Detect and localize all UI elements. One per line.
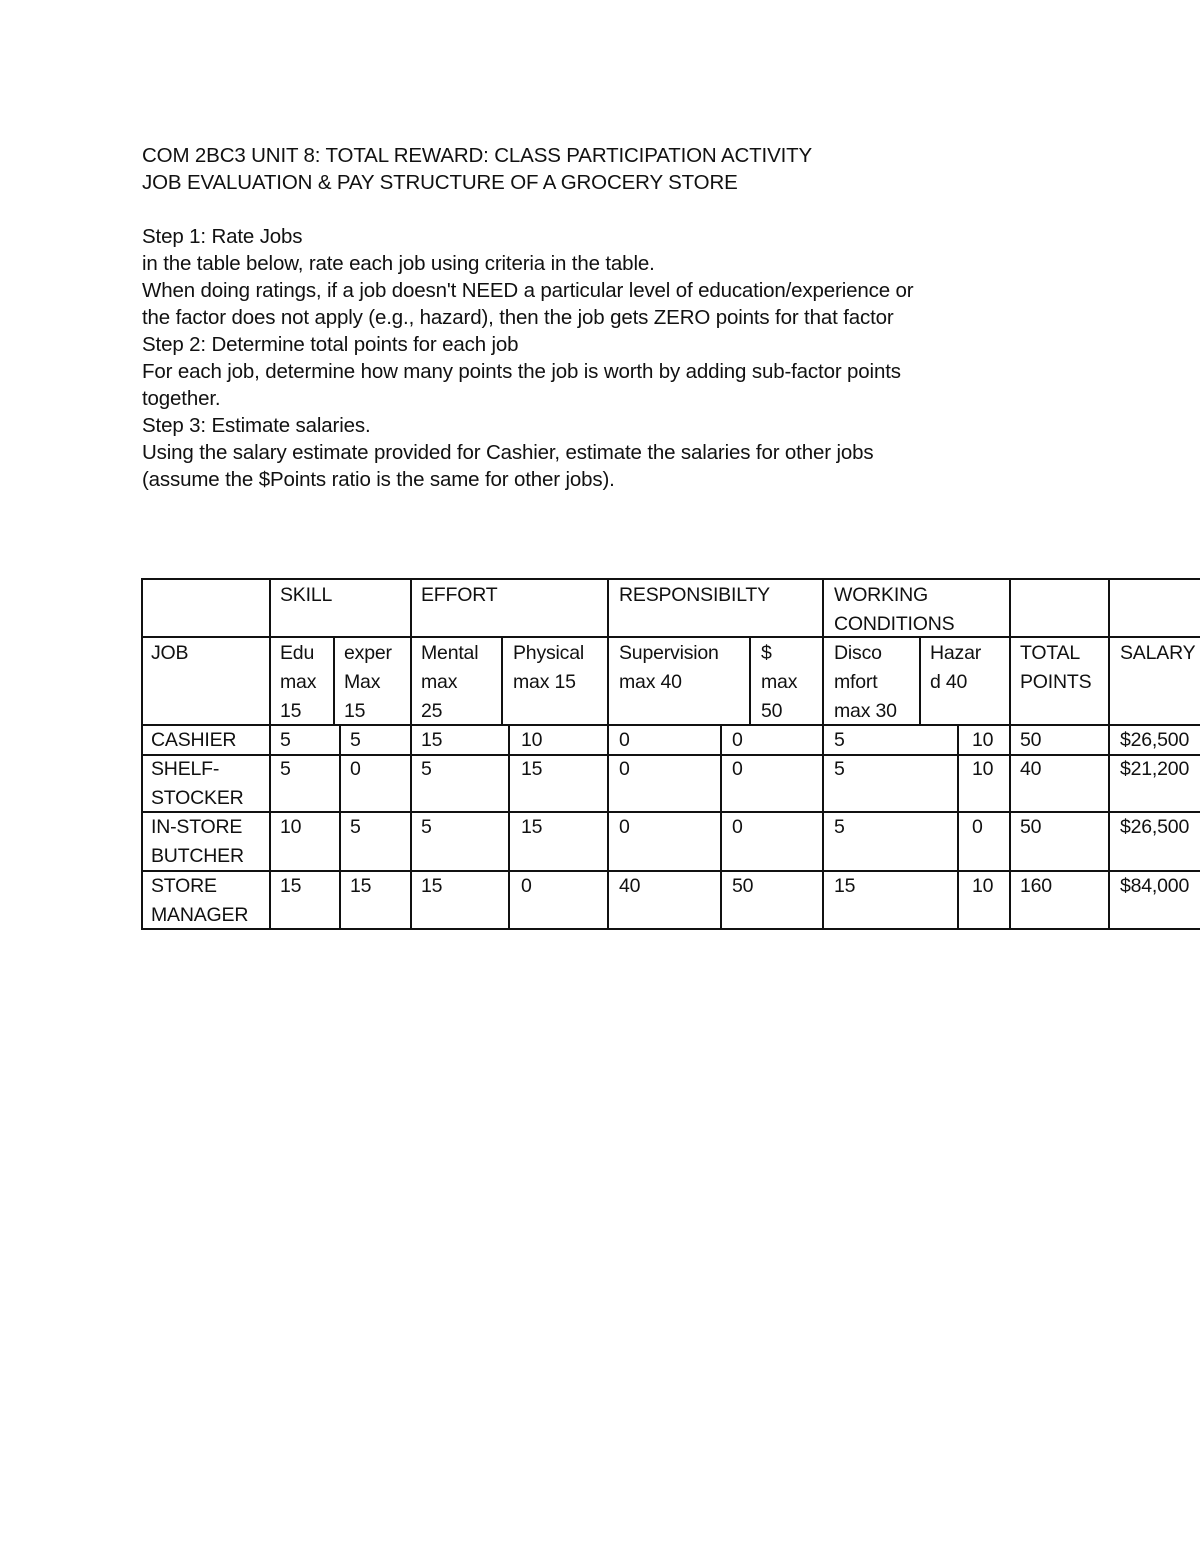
table-cell-supervision: 0 [619, 729, 630, 751]
header-working-conditions: WORKING CONDITIONS [834, 584, 955, 635]
header-total-points: TOTAL POINTS [1020, 642, 1092, 693]
table-cell-hazard: 0 [972, 816, 983, 838]
job-evaluation-table [141, 578, 1200, 938]
table-cell-hazard: 10 [972, 875, 994, 897]
table-cell-supervision: 40 [619, 875, 641, 897]
header-job: JOB [151, 642, 189, 664]
table-cell-hazard: 10 [972, 758, 994, 780]
table-cell-salary: $26,500 [1120, 816, 1190, 838]
table-cell-money: 0 [732, 816, 743, 838]
table-cell-salary: $84,000 [1120, 875, 1190, 897]
table-cell-discomfort: 15 [834, 875, 856, 897]
table-cell-money: 0 [732, 729, 743, 751]
header-edu: Edu max 15 [280, 642, 317, 722]
table-cell-edu: 5 [280, 729, 291, 751]
table-cell-hazard: 10 [972, 729, 994, 751]
step-2-heading: Step 2: Determine total points for each job [142, 333, 519, 356]
header-exper: exper Max 15 [344, 642, 392, 722]
step-3-heading: Step 3: Estimate salaries. [142, 414, 371, 437]
table-cell-mental: 5 [421, 758, 432, 780]
table-cell-salary: $26,500 [1120, 729, 1190, 751]
table-cell-physical: 15 [521, 816, 543, 838]
step-1-heading: Step 1: Rate Jobs [142, 225, 303, 248]
header-discomfort: Disco mfort max 30 [834, 642, 897, 722]
table-row-job: IN-STORE BUTCHER [151, 816, 244, 867]
table-cell-exper: 15 [350, 875, 372, 897]
table-cell-discomfort: 5 [834, 816, 845, 838]
table-cell-total: 50 [1020, 816, 1042, 838]
table-cell-supervision: 0 [619, 758, 630, 780]
step-1-text: When doing ratings, if a job doesn't NEED a particular level of education/experience or [142, 279, 914, 302]
instructions [142, 142, 1142, 493]
table-cell-money: 0 [732, 758, 743, 780]
table-cell-physical: 10 [521, 729, 543, 751]
table-cell-supervision: 0 [619, 816, 630, 838]
table-cell-discomfort: 5 [834, 758, 845, 780]
document-title-line-1: COM 2BC3 UNIT 8: TOTAL REWARD: CLASS PARTICIPATION ACTIVITY [142, 144, 813, 167]
step-3-text: (assume the $Points ratio is the same for other jobs). [142, 468, 615, 491]
header-effort: EFFORT [421, 584, 498, 606]
step-1-text: in the table below, rate each job using criteria in the table. [142, 252, 655, 275]
table-cell-mental: 15 [421, 875, 443, 897]
step-1-text: the factor does not apply (e.g., hazard), then the job gets ZERO points for that factor [142, 306, 894, 329]
step-2-text: For each job, determine how many points the job is worth by adding sub-factor points [142, 360, 901, 383]
table-cell-total: 160 [1020, 875, 1052, 897]
table-cell-edu: 15 [280, 875, 302, 897]
header-salary: SALARY [1120, 642, 1196, 664]
document-title-line-2: JOB EVALUATION & PAY STRUCTURE OF A GROCERY STORE [142, 171, 738, 194]
table-row-job: SHELF- STOCKER [151, 758, 244, 809]
step-2-text: together. [142, 387, 221, 410]
table-cell-salary: $21,200 [1120, 758, 1190, 780]
table-cell-total: 40 [1020, 758, 1042, 780]
table-cell-mental: 5 [421, 816, 432, 838]
step-3-text: Using the salary estimate provided for Cashier, estimate the salaries for other jobs [142, 441, 874, 464]
table-row-job: CASHIER [151, 729, 237, 751]
table-row-job: STORE MANAGER [151, 875, 249, 926]
header-responsibility: RESPONSIBILTY [619, 584, 770, 606]
header-physical: Physical max 15 [513, 642, 585, 693]
table-cell-money: 50 [732, 875, 754, 897]
table-cell-physical: 15 [521, 758, 543, 780]
table-cell-edu: 10 [280, 816, 302, 838]
table-cell-edu: 5 [280, 758, 291, 780]
table-cell-total: 50 [1020, 729, 1042, 751]
header-money: $ max 50 [761, 642, 798, 722]
table-cell-exper: 0 [350, 758, 361, 780]
header-supervision: Supervision max 40 [619, 642, 719, 693]
table-cell-mental: 15 [421, 729, 443, 751]
table-cell-physical: 0 [521, 875, 532, 897]
table-cell-exper: 5 [350, 816, 361, 838]
table-cell-exper: 5 [350, 729, 361, 751]
table-cell-discomfort: 5 [834, 729, 845, 751]
spacer [142, 196, 1142, 223]
header-mental: Mental max 25 [421, 642, 479, 722]
header-hazard: Hazar d 40 [930, 642, 982, 693]
header-skill: SKILL [280, 584, 333, 606]
